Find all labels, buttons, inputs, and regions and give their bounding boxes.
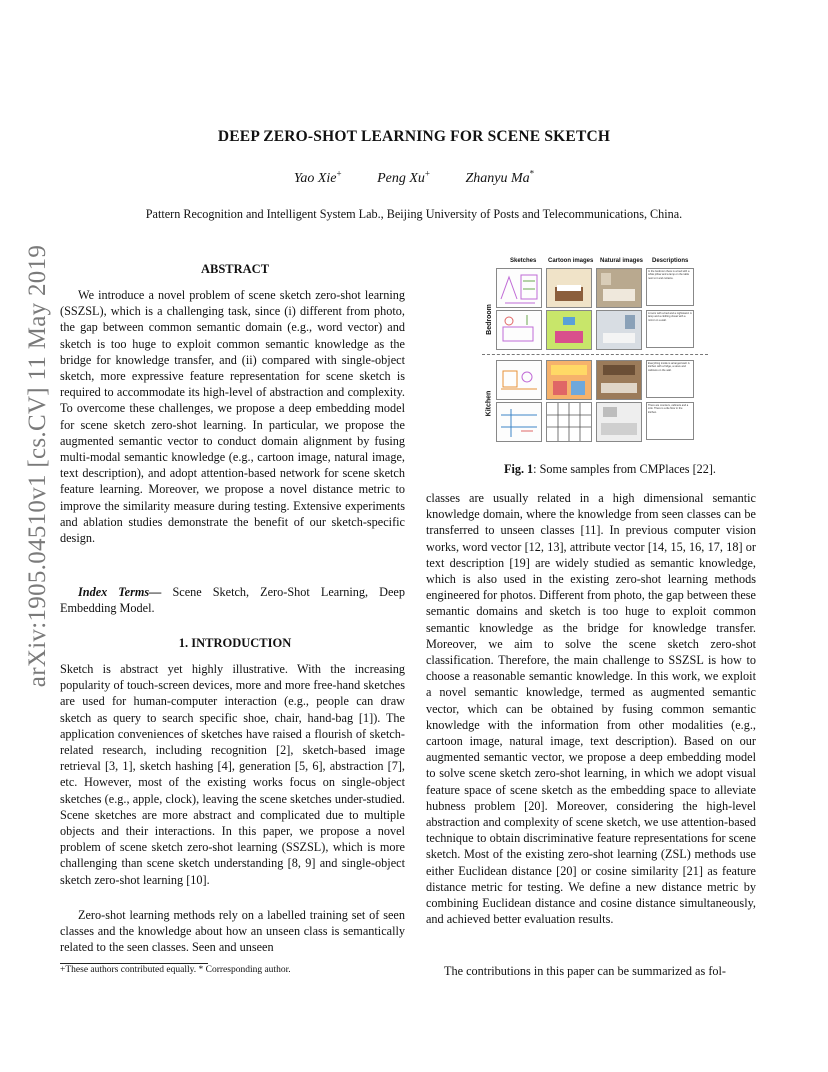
natural-image [596, 402, 642, 442]
figure-divider [482, 354, 708, 355]
description-text: Everything inside is arranged well. A kitchen with a fridge, a stove and cabinets on the wall. [646, 360, 694, 398]
description-text: In the bedroom there is a bed with a white pillow and a lamp on the table next to it and curtains. [646, 268, 694, 306]
right-paragraph-1: classes are usually related in a high dimensional semantic knowledge domain, where the knowledge from seen classes can be transferred to unseen classes [11]. In previous computer vision works, word vector [12, 13], attribute vector [14, 15, 16, 17, 18] or text description [19] are widely studied as semantic knowledge, which is also used in the existing zero-shot learning methods engineered for photos. Different from photo, the gap between these semantic domains and sketch is too huge to exploit common semantic knowledge as the bridge for knowledge transfer. Moreover, we aim to solve the scene sketch zero-shot classification. Therefore, the main challenge to SSZSL is how to choose a reasonable semantic knowledge. In this work, we exploit a novel semantic knowledge, termed as augmented semantic vector, which can be obtained by fusing common semantic knowledge with the information from other modalities (e.g., cartoon image, natural image, text description). Based on our augmented semantic vector, we propose a deep embedding model to solve scene sketch zero-shot learning, in which we adopt visual feature space of scene sketch as the embedding space to alleviate hubness problem [20]. Moreover, considering the high-level abstraction and complexity of scene sketch, we use attention-based technique to obtain discriminative feature representations for scene sketch. Most of the existing zero-shot learning (ZSL) methods use either Euclidean distance [20] or cosine similarity [21] as feature distance metric for testing. We define a new distance metric by combining Euclidean distance and cosine distance simultaneously, and achieved better evaluation results. [426, 491, 756, 927]
figure-caption: Fig. 1: Some samples from CMPlaces [22]. [504, 462, 716, 476]
abstract-heading: ABSTRACT [200, 262, 270, 276]
intro-paragraph-2: Zero-shot learning methods rely on a labelled training set of seen classes and the knowledge about how an unseen class is semantically related to the seen classes. Seen and unseen [60, 908, 405, 955]
footnote: +These authors contributed equally. * Corresponding author. [60, 965, 291, 975]
paper-title: DEEP ZERO-SHOT LEARNING FOR SCENE SKETCH [217, 128, 611, 145]
sketch-image [496, 360, 542, 400]
natural-image [596, 268, 642, 308]
affiliation: Pattern Recognition and Intelligent System Lab., Beijing University of Posts and Telecommunications, China. [145, 207, 683, 221]
natural-image [596, 360, 642, 400]
cartoon-image [546, 402, 592, 442]
right-paragraph-2: The contributions in this paper can be summarized as fol- [444, 964, 727, 978]
introduction-heading: 1. INTRODUCTION [178, 636, 292, 650]
index-terms: Index Terms— Scene Sketch, Zero-Shot Learning, Deep Embedding Model. [60, 585, 405, 616]
cartoon-image [546, 310, 592, 350]
figure-header-descriptions: Descriptions [652, 258, 689, 264]
abstract-text: We introduce a novel problem of scene sketch zero-shot learning (SSZSL), which is a challenging task, since (i) different from photo, the gap between common semantic domain (e.g., word vector) and sketch is too huge to exploit common semantic knowledge as the bridge for knowledge transfer, and (ii) compared with single-object sketch, more expressive feature representation for scene sketch is required to accommodate its high-level of abstraction and complexity. To overcome these challenges, we propose a deep embedding model for scene sketch zero-shot learning. In particular, we propose the augmented semantic vector to conduct domain alignment by fusing multi-modal semantic knowledge (e.g., cartoon image, natural image, text description), and adopt attention-based network for scene sketch feature learning. Moreover, we propose a novel distance metric to improve the similarity measure during testing. Extensive experiments and ablation studies demonstrate the benefit of our sketch-specific design. [60, 288, 405, 546]
sketch-image [496, 402, 542, 442]
sketch-image [496, 268, 542, 308]
sketch-image [496, 310, 542, 350]
figure-header-cartoon: Cartoon images [548, 258, 594, 264]
figure-header-sketches: Sketches [510, 258, 537, 264]
cartoon-image [546, 268, 592, 308]
cartoon-image [546, 360, 592, 400]
description-text: There are counters, cabinets and a sink. There is a tile floor in the kitchen. [646, 402, 694, 440]
author-3: Zhanyu Ma* [465, 168, 535, 186]
row-label-kitchen: Kitchen [485, 390, 493, 417]
author-2: Peng Xu+ [377, 168, 430, 186]
row-label-bedroom: Bedroom [485, 304, 493, 335]
author-list [0, 168, 828, 187]
intro-paragraph-1: Sketch is abstract yet highly illustrative. With the increasing popularity of touch-screen devices, more and more free-hand sketches are used for human-computer interaction (e.g., people can draw sketch as query to search specific shoe, chair, hand-bag [1]). The application conveniences of sketches have raised a flourish of sketch-related research, including recognition [2], sketch-based image retrieval [3, 1], sketch hashing [4], generation [5, 6], abstraction [7], etc. However, most of the existing works focus on single-object sketches (e.g., apple, clock), leaving the scene sketches under-studied. Scene sketches are more abstract and complicated due to multiple objects and their interactions. In this paper, we propose a novel problem of scene sketch zero-shot learning (SSZSL), which is more challenging than scene sketch understanding [8, 9] and single-object sketch zero-shot learning [10]. [60, 662, 405, 887]
arxiv-identifier: arXiv:1905.04510v1 [cs.CV] 11 May 2019 [24, 244, 51, 688]
description-text: A room with a bed and a nightstand. A lamp and a clothing closet with a mirror on a wall. [646, 310, 694, 348]
author-1: Yao Xie+ [293, 168, 342, 186]
figure-header-natural: Natural images [600, 258, 644, 264]
natural-image [596, 310, 642, 350]
figure-1 [482, 258, 708, 454]
footnote-rule [60, 963, 208, 964]
